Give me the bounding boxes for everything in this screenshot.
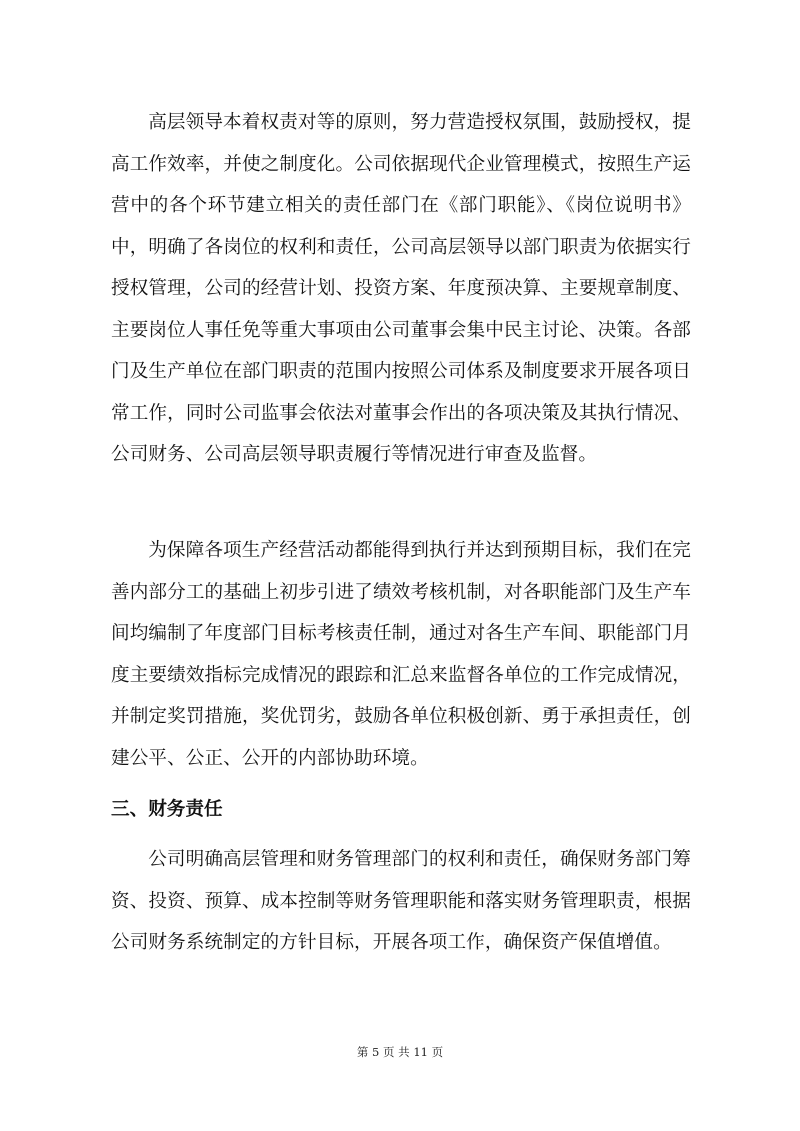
section-heading-financial-responsibility: 三、财务责任 bbox=[111, 799, 223, 820]
paragraph-performance-assessment: 为保障各项生产经营活动都能得到执行并达到预期目标，我们在完善内部分工的基础上初步引进了绩效考核机制，对各职能部门及生产车间均编制了年度部门目标考核责任制，通过对各生产车间、职能部门月度主要绩效指标完成情况的跟踪和汇总来监督各单位的工作完成情况，并制定奖罚措施，奖优罚劣，鼓励各单位积极创新、勇于承担责任，创建公平、公正、公开的内部协助环境。 bbox=[111, 540, 691, 769]
paragraph-authorization: 高层领导本着权责对等的原则，努力营造授权氛围，鼓励授权，提高工作效率，并使之制度化。公司依据现代企业管理模式，按照生产运营中的各个环节建立相关的责任部门在《部门职能》、《岗位说明书》中，明确了各岗位的权利和责任，公司高层领导以部门职责为依据实行授权管理，公司的经营计划、投资方案、年度预决算、主要规章制度、主要岗位人事任免等重大事项由公司董事会集中民主讨论、决策。各部门及生产单位在部门职责的范围内按照公司体系及制度要求开展各项日常工作，同时公司监事会依法对董事会作出的各项决策及其执行情况、公司财务、公司高层领导职责履行等情况进行审查及监督。 bbox=[111, 112, 691, 465]
paragraph-financial-responsibility: 公司明确高层管理和财务管理部门的权利和责任，确保财务部门筹资、投资、预算、成本控制等财务管理职能和落实财务管理职责，根据公司财务系统制定的方针目标，开展各项工作，确保资产保值增值。 bbox=[111, 849, 691, 953]
page-number-footer: 第 5 页 共 11 页 bbox=[356, 1045, 444, 1059]
